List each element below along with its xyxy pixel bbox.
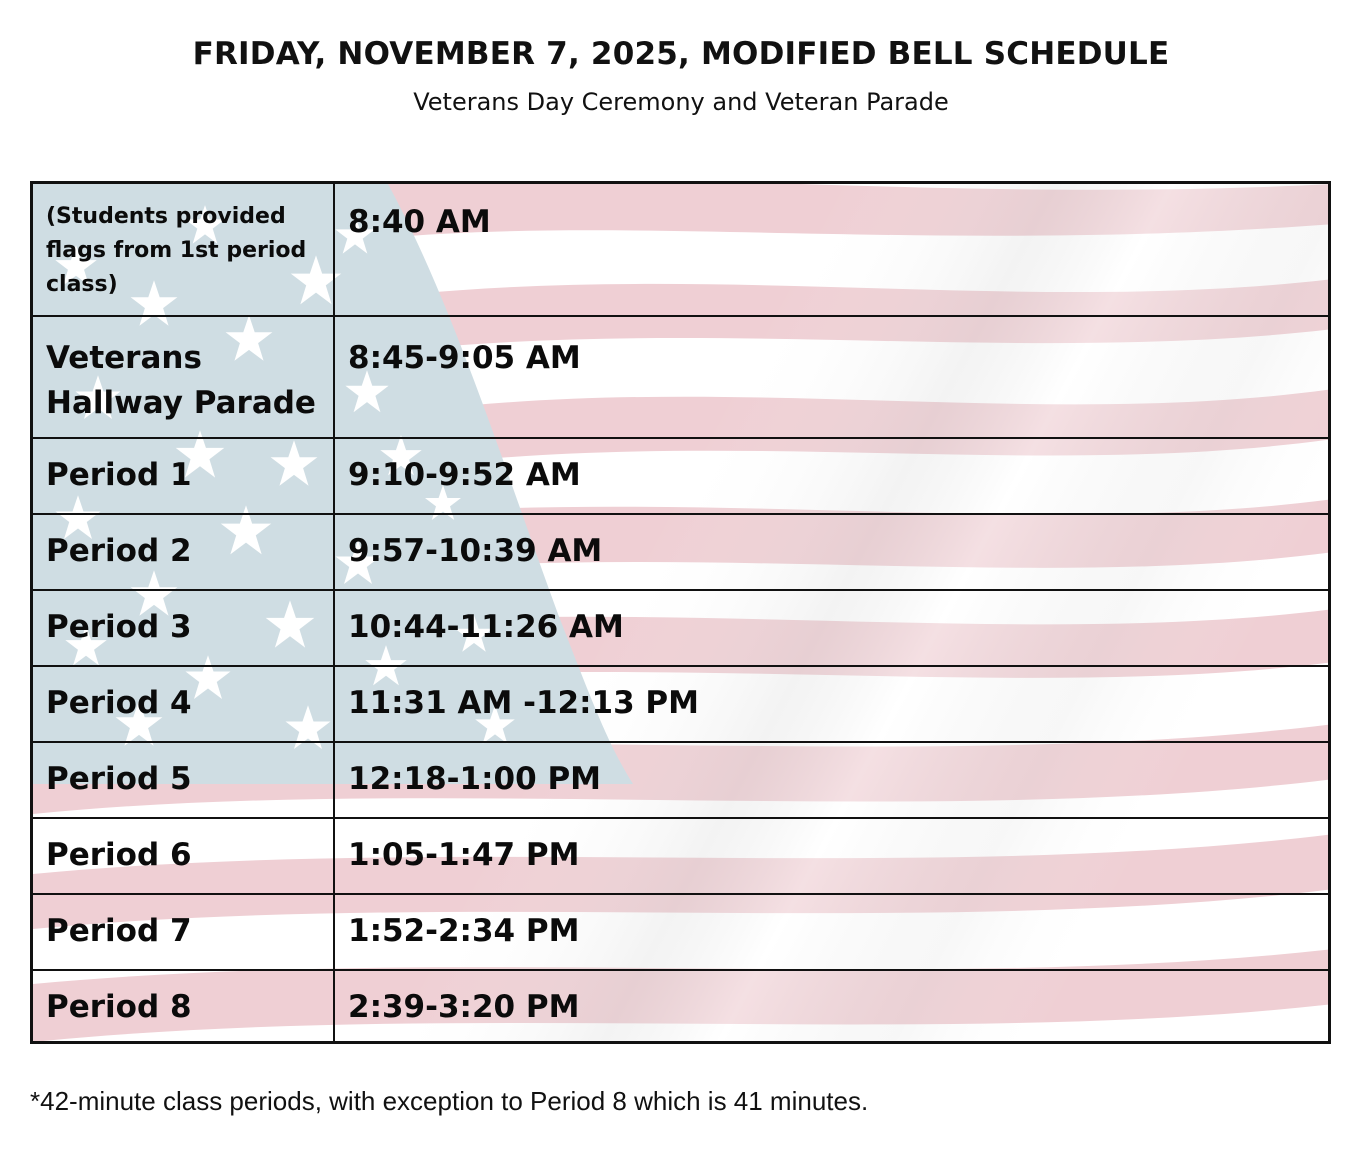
table-row [33,742,1328,818]
row-label: Period 5 [33,742,334,818]
row-time: 11:31 AM -12:13 PM [334,666,1328,742]
row-label: Period 7 [33,894,334,970]
row-label: Period 2 [33,514,334,590]
footnote: *42-minute class periods, with exception to Period 8 which is 41 minutes. [30,1086,869,1116]
table-row [33,438,1328,514]
row-time: 2:39-3:20 PM [334,970,1328,1044]
row-time: 1:05-1:47 PM [334,818,1328,894]
row-time: 1:52-2:34 PM [334,894,1328,970]
table-row [33,514,1328,590]
table-row [33,894,1328,970]
row-time: 8:40 AM [334,184,1328,316]
row-label: Period 6 [33,818,334,894]
row-label: Period 4 [33,666,334,742]
row-label: Period 3 [33,590,334,666]
row-time: 9:57-10:39 AM [334,514,1328,590]
table-row [33,970,1328,1044]
row-label: Veterans Hallway Parade [33,316,334,438]
schedule-grid [33,184,1328,1044]
row-label: Period 8 [33,970,334,1044]
row-time: 8:45-9:05 AM [334,316,1328,438]
row-time: 9:10-9:52 AM [334,438,1328,514]
table-row [33,316,1328,438]
table-row [33,666,1328,742]
row-time: 10:44-11:26 AM [334,590,1328,666]
table-row [33,184,1328,316]
row-time: 12:18-1:00 PM [334,742,1328,818]
page-subtitle: Veterans Day Ceremony and Veteran Parade [413,88,949,116]
row-label: (Students provided flags from 1st period class) [33,184,334,316]
table-row [33,818,1328,894]
table-row [33,590,1328,666]
bell-schedule-table [30,181,1331,1044]
page-title: FRIDAY, NOVEMBER 7, 2025, MODIFIED BELL SCHEDULE [192,36,1170,72]
row-label: Period 1 [33,438,334,514]
